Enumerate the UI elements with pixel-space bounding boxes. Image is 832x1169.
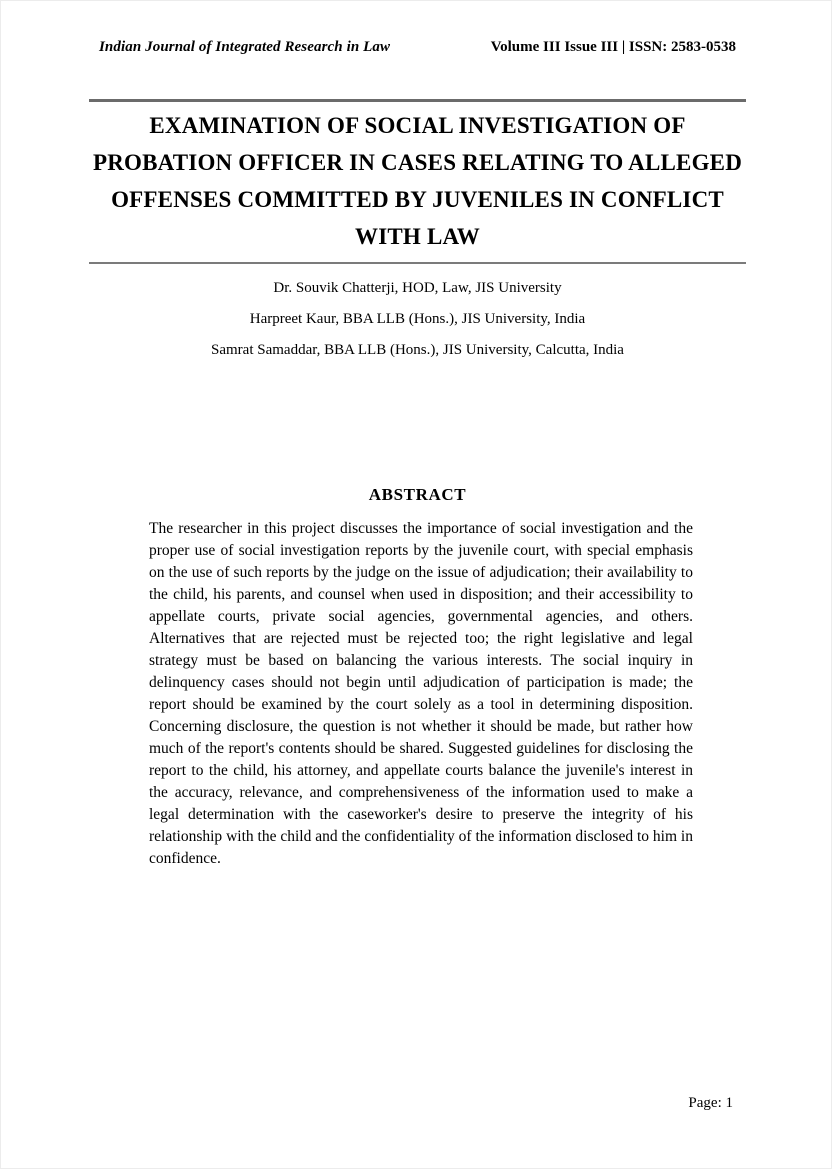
- article-title-line: OFFENSES COMMITTED BY JUVENILES IN CONFLICT: [111, 187, 724, 212]
- title-divider-bottom: [89, 262, 746, 264]
- article-title: [89, 107, 746, 255]
- author-line: Dr. Souvik Chatterji, HOD, Law, JIS University: [273, 280, 562, 296]
- abstract-heading: ABSTRACT: [368, 485, 467, 504]
- authors-block: [89, 273, 746, 366]
- title-divider-top: [89, 99, 746, 102]
- journal-name: Indian Journal of Integrated Research in Law: [99, 39, 391, 55]
- page-number: Page: 1: [688, 1095, 733, 1111]
- article-title-line: PROBATION OFFICER IN CASES RELATING TO ALLEGED: [92, 150, 743, 175]
- article-title-line: EXAMINATION OF SOCIAL INVESTIGATION OF: [149, 113, 686, 138]
- author-line: Harpreet Kaur, BBA LLB (Hons.), JIS University, India: [249, 311, 586, 327]
- article-title-line: WITH LAW: [355, 224, 480, 249]
- abstract-text: The researcher in this project discusses the importance of social investigation and the proper use of social investigation reports by the juvenile court, with special emphasis on the use of such reports by the judge on the issue of adjudication; their availability to the child, his parents, and counsel when used in disposition; and their accessibility to appellate courts, private social agencies, governmental agencies, and others. Alternatives that are rejected must be rejected too; the right legislative and legal strategy must be based on balancing the various interests. The social inquiry in delinquency cases should not begin until adjudication of participation is made; the report should be examined by the court solely as a tool in determining disposition. Concerning disclosure, the question is not whether it should be made, but rather how much of the report's contents should be shared. Suggested guidelines for disclosing the report to the child, his attorney, and appellate courts balance the juvenile's interest in the accuracy, relevance, and comprehensiveness of the information used to make a legal determination with the caseworker's desire to preserve the integrity of his relationship with the child and the confidentiality of the information disclosed to him in confidence.: [149, 520, 693, 867]
- page-footer: [688, 1095, 733, 1112]
- author-line: Samrat Samaddar, BBA LLB (Hons.), JIS University, Calcutta, India: [211, 342, 624, 358]
- journal-issue-info: Volume III Issue III | ISSN: 2583-0538: [490, 39, 736, 55]
- journal-header: [99, 39, 736, 56]
